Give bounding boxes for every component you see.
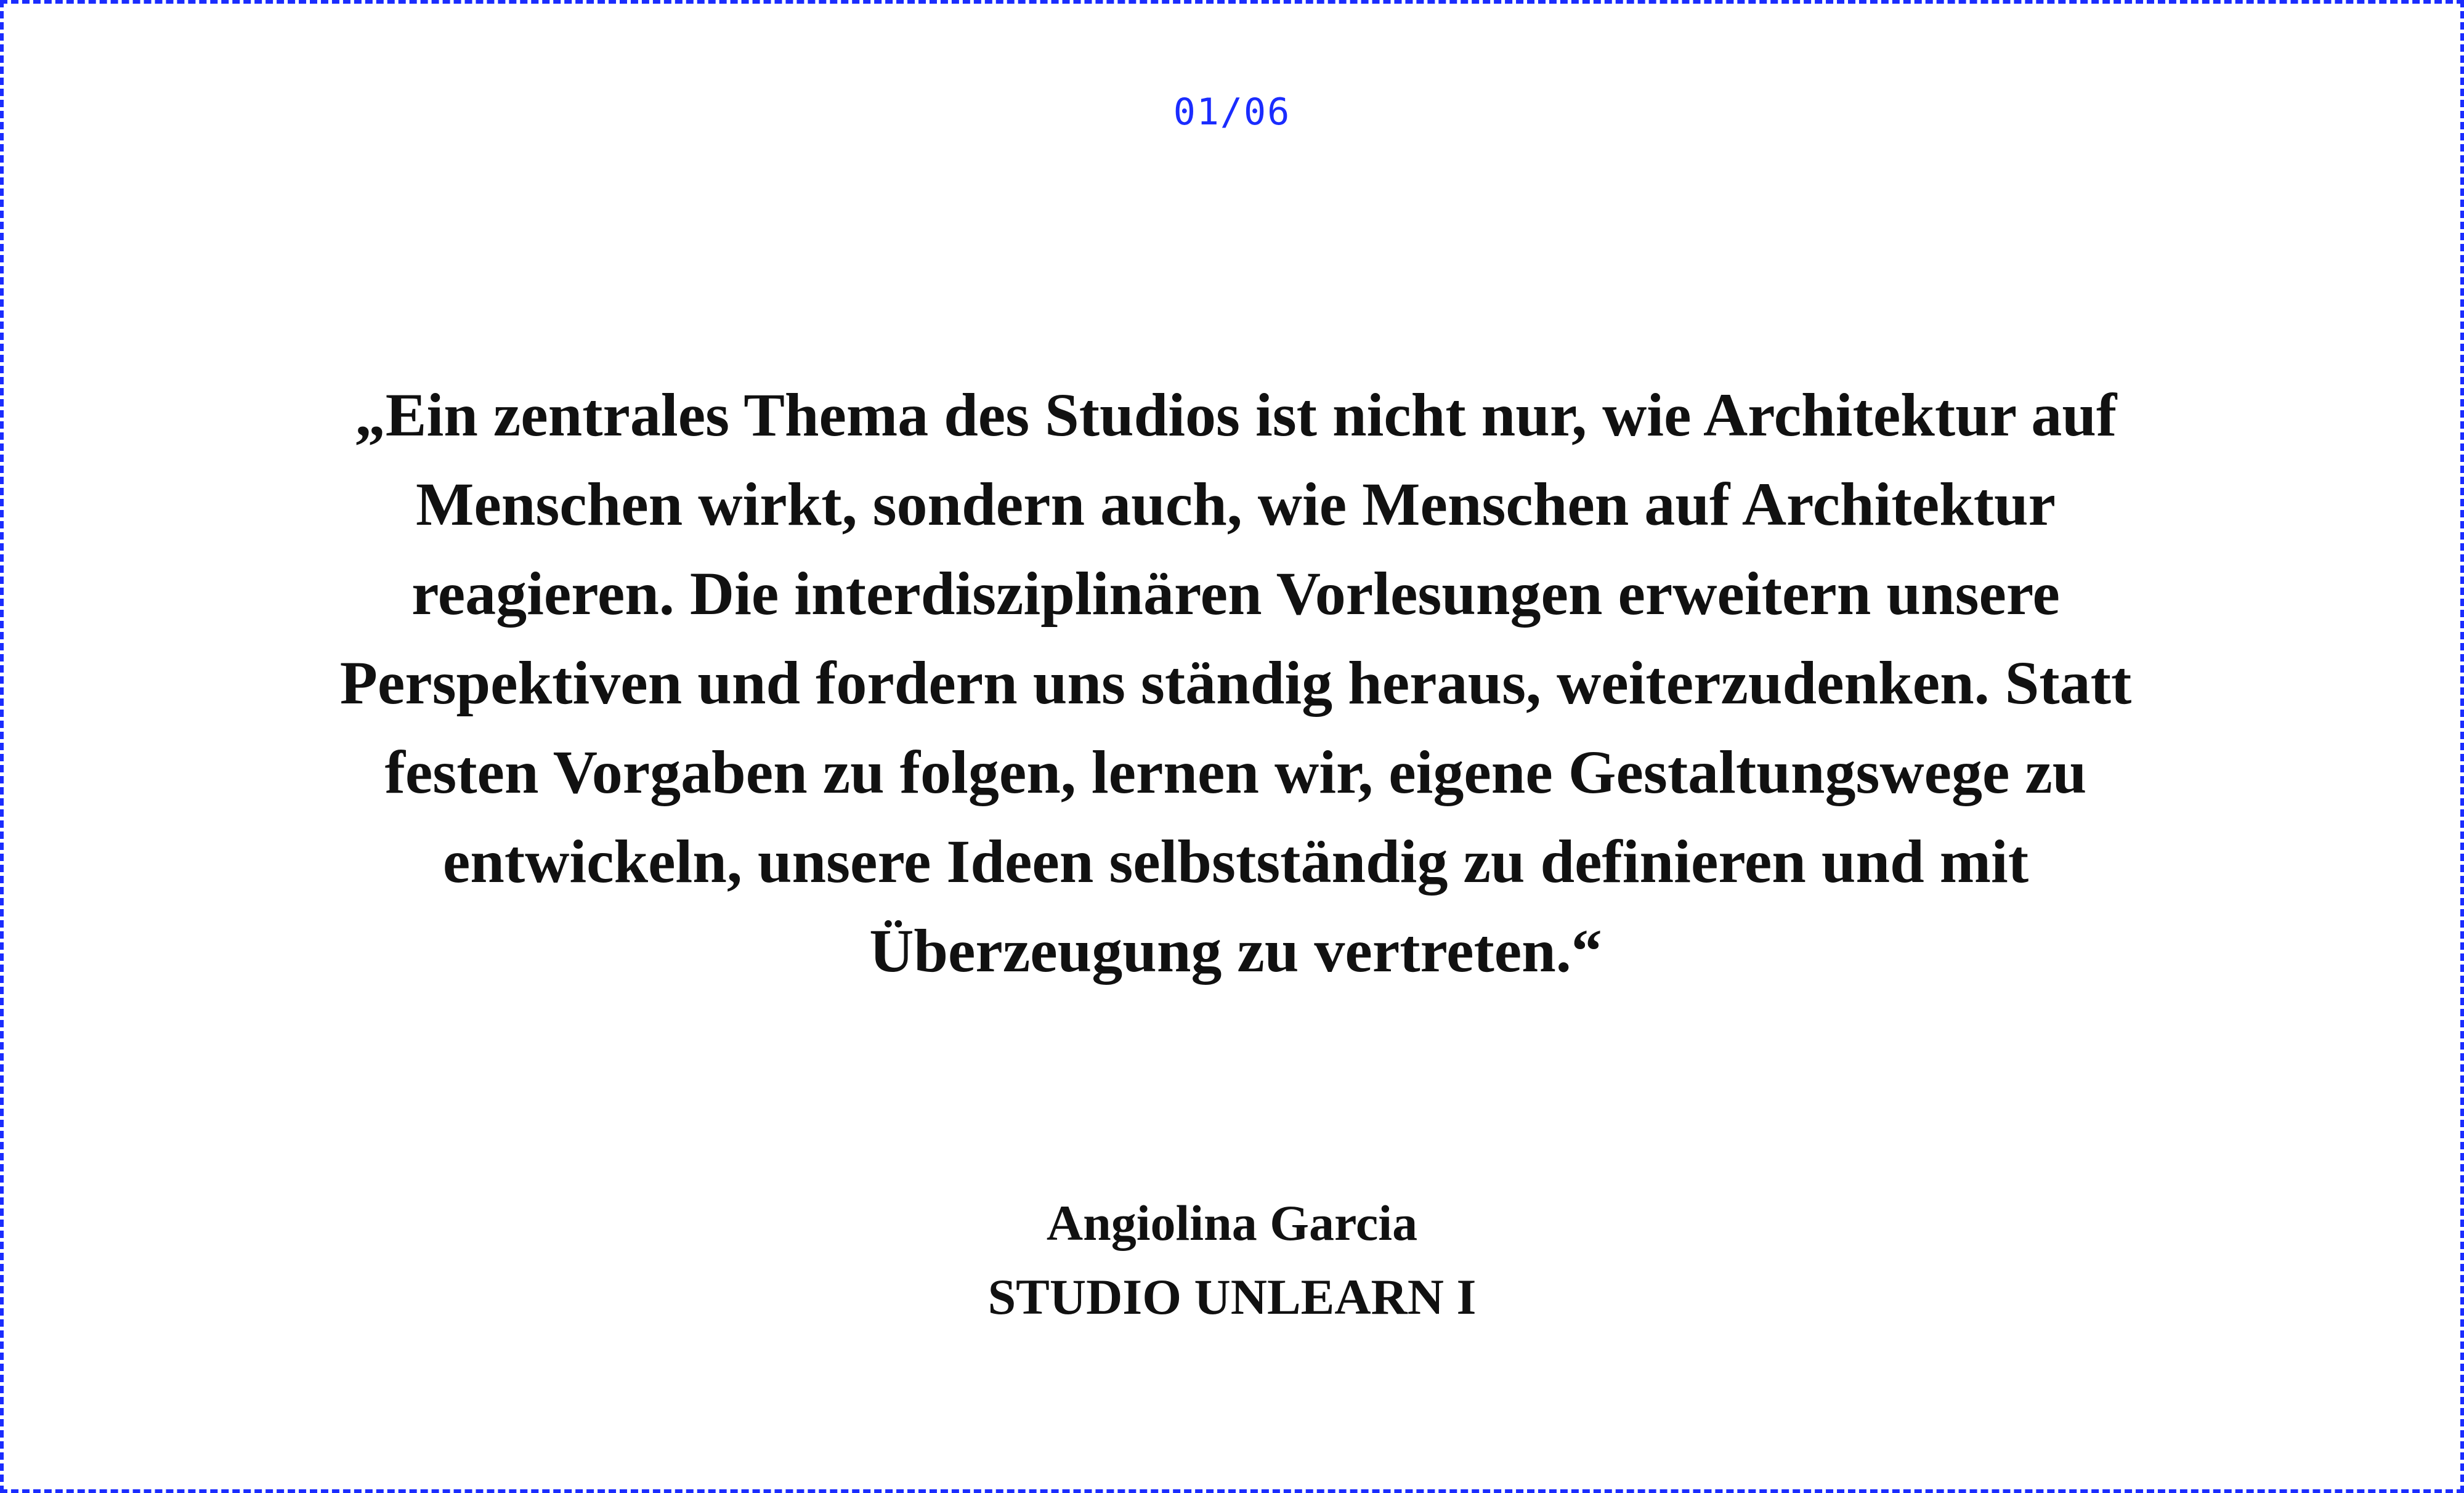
testimonial-quote: „Ein zentrales Thema des Studios ist nicht nur, wie Architektur auf Menschen wirkt, sondern auch, wie Menschen auf Architektur reagieren. Die interdisziplinären Vorlesungen erweitern unsere Perspektiven und fordern uns ständig heraus, weiterzudenken. Statt festen Vorgaben zu folgen, lernen wir, eigene Gestaltungswege zu entwickeln, unsere Ideen selbstständig zu definieren und mit Überzeugung zu vertreten.“ xyxy=(339,381,2132,985)
quote-studio: STUDIO UNLEARN I xyxy=(987,1269,1477,1325)
slide-counter: 01/06 xyxy=(1173,91,1291,134)
quote-author: Angiolina Garcia xyxy=(1046,1195,1418,1251)
